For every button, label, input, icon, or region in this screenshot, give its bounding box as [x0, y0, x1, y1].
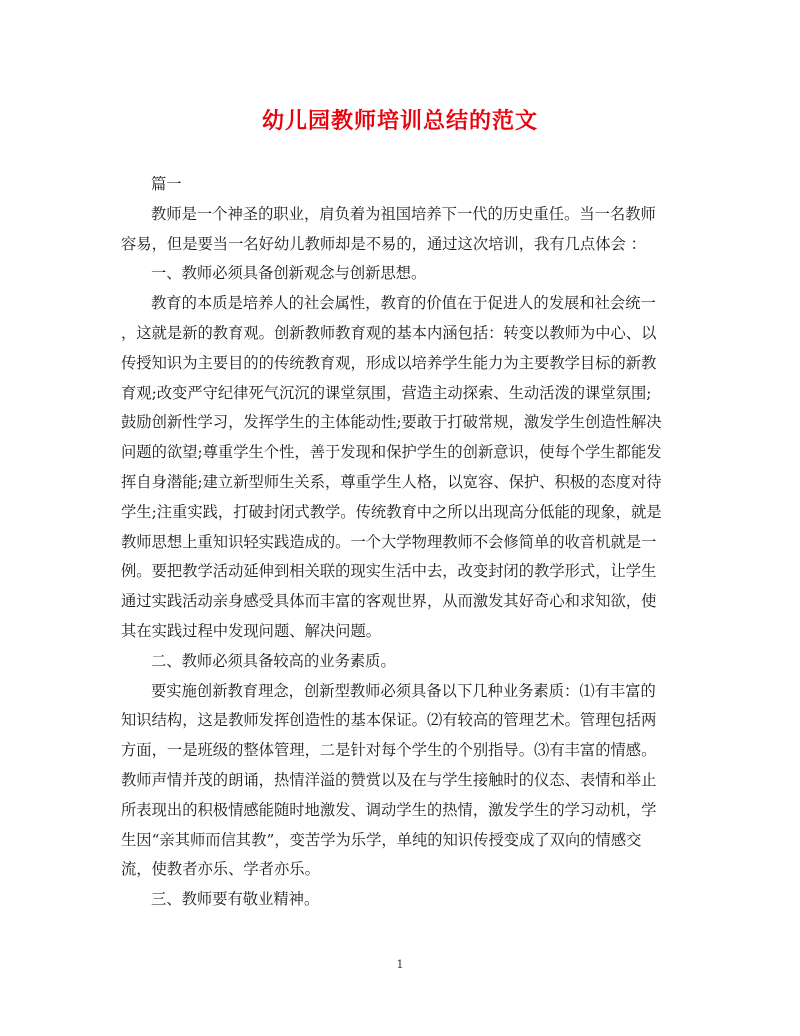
- paragraph-line: 知识结构，这是教师发挥创造性的基本保证。⑵有较高的管理艺术。管理包括两: [121, 711, 657, 730]
- subheading: 二、教师必须具备较高的业务素质。: [151, 651, 396, 670]
- paragraph-line: 其在实践过程中发现问题、解决问题。: [121, 621, 382, 640]
- paragraph-line: 育观;改变严守纪律死气沉沉的课堂氛围，营造主动探索、生动活泼的课堂氛围;: [121, 383, 652, 402]
- paragraph-line: 学生;注重实践，打破封闭式教学。传统教育中之所以出现高分低能的现象，就是: [121, 502, 662, 521]
- paragraph-line: 例。要把教学活动延伸到相关联的现实生活中去，改变封闭的教学形式，让学生: [121, 562, 657, 581]
- paragraph-line: ，这就是新的教育观。创新教师教育观的基本内涵包括：转变以教师为中心、以: [121, 323, 657, 342]
- paragraph-line: 容易，但是要当一名好幼儿教师却是不易的，通过这次培训，我有几点体会 ：: [121, 234, 646, 253]
- document-body: [121, 170, 689, 915]
- subheading: 三、教师要有敬业精神。: [151, 890, 320, 909]
- paragraph-line: 问题的欲望;尊重学生个性，善于发现和保护学生的创新意识，使每个学生都能发: [121, 443, 662, 462]
- paragraph-line: 所表现出的积极情感能随时地激发、调动学生的热情，激发学生的学习动机，学: [121, 800, 657, 819]
- paragraph-line: 教育的本质是培养人的社会属性，教育的价值在于促进人的发展和社会统一: [151, 294, 656, 313]
- paragraph-line: 教师是一个神圣的职业，肩负着为祖国培养下一代的历史重任。当一名教师: [151, 204, 656, 223]
- paragraph-line: 挥自身潜能;建立新型师生关系，尊重学生人格，以宽容、保护、积极的态度对待: [121, 472, 662, 491]
- section-heading: 篇一: [151, 175, 182, 193]
- paragraph-line: 生因“亲其师而信其教”，变苦学为乐学，单纯的知识传授变成了双向的情感交: [121, 830, 642, 849]
- paragraph-line: 方面，一是班级的整体管理，二是针对每个学生的个别指导。⑶有丰富的情感。: [121, 741, 657, 760]
- paragraph-line: 流，使教者亦乐、学者亦乐。: [121, 860, 320, 879]
- document-title: 幼儿园教师培训总结的范文: [261, 109, 538, 134]
- paragraph-line: 要实施创新教育理念，创新型教师必须具备以下几种业务素质：⑴有丰富的: [151, 681, 656, 700]
- subheading: 一、教师必须具备创新观念与创新思想。: [151, 264, 427, 283]
- paragraph-line: 传授知识为主要目的的传统教育观，形成以培养学生能力为主要教学目标的新教: [121, 353, 657, 372]
- paragraph-line: 教师思想上重知识轻实践造成的。一个大学物理教师不会修简单的收音机就是一: [121, 532, 657, 551]
- paragraph-line: 通过实践活动亲身感受具体而丰富的客观世界，从而激发其好奇心和求知欲，使: [121, 592, 657, 611]
- paragraph-line: 教师声情并茂的朗诵，热情洋溢的赞赏以及在与学生接触时的仪态、表情和举止: [121, 770, 657, 789]
- paragraph-line: 鼓励创新性学习，发挥学生的主体能动性;要敢于打破常规，激发学生创造性解决: [121, 413, 662, 432]
- page-number: 1: [396, 958, 404, 971]
